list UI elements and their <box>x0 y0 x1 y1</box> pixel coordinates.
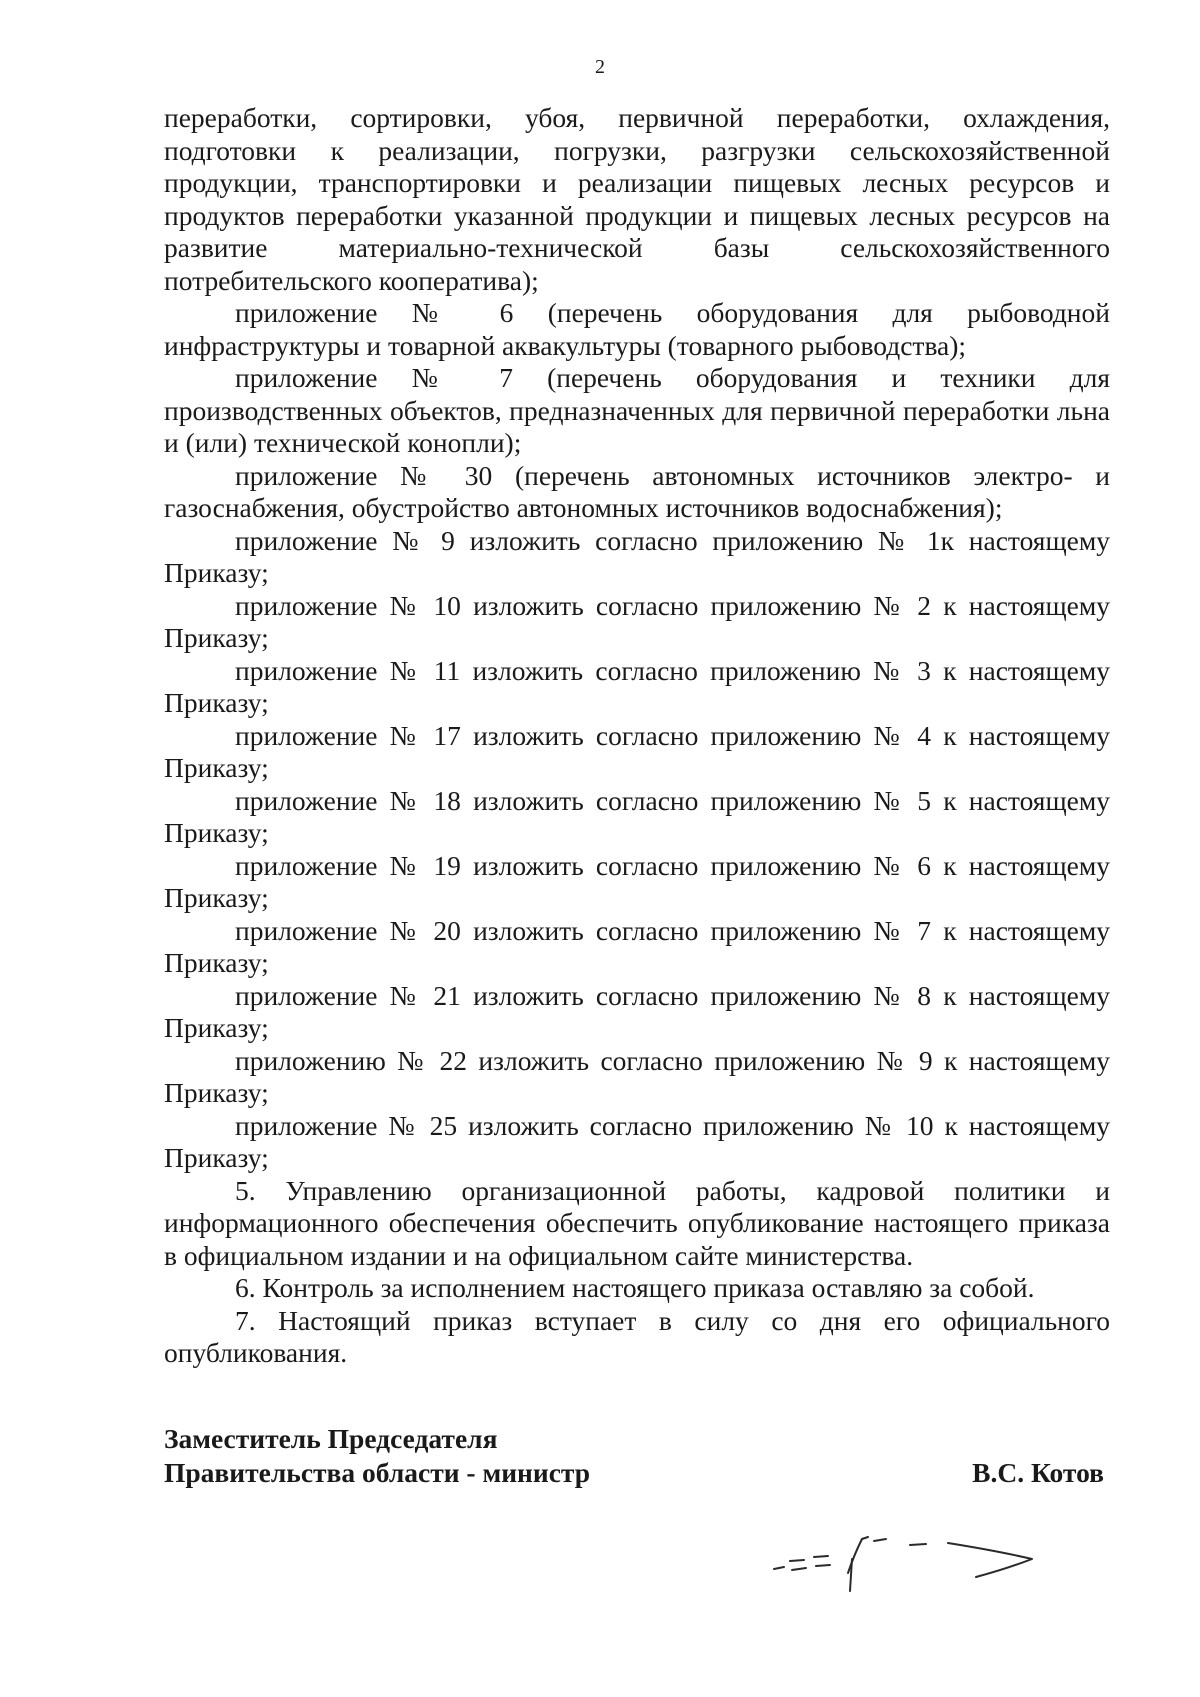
signature-position-line-1: Заместитель Председателя <box>164 1423 498 1454</box>
document-paragraph: приложение № 10 изложить согласно приложению № 2 к настоящему Приказу; <box>164 589 1110 653</box>
handwritten-signature <box>770 1525 1040 1595</box>
document-paragraph: 6. Контроль за исполнением настоящего приказа оставляю за собой. <box>235 1272 1035 1303</box>
document-paragraph: приложение № 9 изложить согласно приложению № 1к настоящему Приказу; <box>164 524 1110 588</box>
document-paragraph: 7. Настоящий приказ вступает в силу со дня его официального опубликования. <box>164 1304 1110 1368</box>
signatory-name: В.С. Котов <box>972 1457 1104 1488</box>
document-paragraph: приложение № 21 изложить согласно приложению № 8 к настоящему Приказу; <box>164 979 1110 1043</box>
document-paragraph: приложение № 6 (перечень оборудования для рыбоводной инфраструктуры и товарной аквакультуры (товарного рыбоводства); <box>164 297 1110 361</box>
document-paragraph: приложению № 22 изложить согласно приложению № 9 к настоящему Приказу; <box>164 1044 1110 1108</box>
document-paragraph: приложение № 17 изложить согласно приложению № 4 к настоящему Приказу; <box>164 719 1110 783</box>
signature-block <box>164 1422 1104 1490</box>
document-paragraph: приложение № 7 (перечень оборудования и техники для производственных объектов, предназначенных для первичной переработки льна и (или) технической конопли); <box>164 362 1110 458</box>
document-paragraph: приложение № 25 изложить согласно приложению № 10 к настоящему Приказу; <box>164 1109 1110 1173</box>
document-body <box>164 102 1110 1370</box>
document-paragraph: 5. Управлению организационной работы, кадровой политики и информационного обеспечения обеспечить опубликование настоящего приказа в официальном издании и на официальном сайте министерства. <box>164 1174 1110 1271</box>
document-paragraph: приложение № 11 изложить согласно приложению № 3 к настоящему Приказу; <box>164 654 1110 718</box>
document-paragraph: приложение № 18 изложить согласно приложению № 5 к настоящему Приказу; <box>164 784 1110 848</box>
document-paragraph: приложение № 20 изложить согласно приложению № 7 к настоящему Приказу; <box>164 914 1110 978</box>
document-paragraph: переработки, сортировки, убоя, первичной переработки, охлаждения, подготовки к реализации, погрузки, разгрузки сельскохозяйственной продукции, транспортировки и реализации пищевых лесных ресурсов и продуктов переработки указанной продукции и пищевых лесных ресурсов на развитие материально-технической базы сельскохозяйственного потребительского кооператива); <box>164 102 1110 296</box>
document-paragraph: приложение № 19 изложить согласно приложению № 6 к настоящему Приказу; <box>164 849 1110 913</box>
page-number: 2 <box>595 56 605 78</box>
document-paragraph: приложение № 30 (перечень автономных источников электро- и газоснабжения, обустройство автономных источников водоснабжения); <box>164 459 1110 523</box>
signature-position-line-2: Правительства области - министр <box>164 1457 591 1488</box>
